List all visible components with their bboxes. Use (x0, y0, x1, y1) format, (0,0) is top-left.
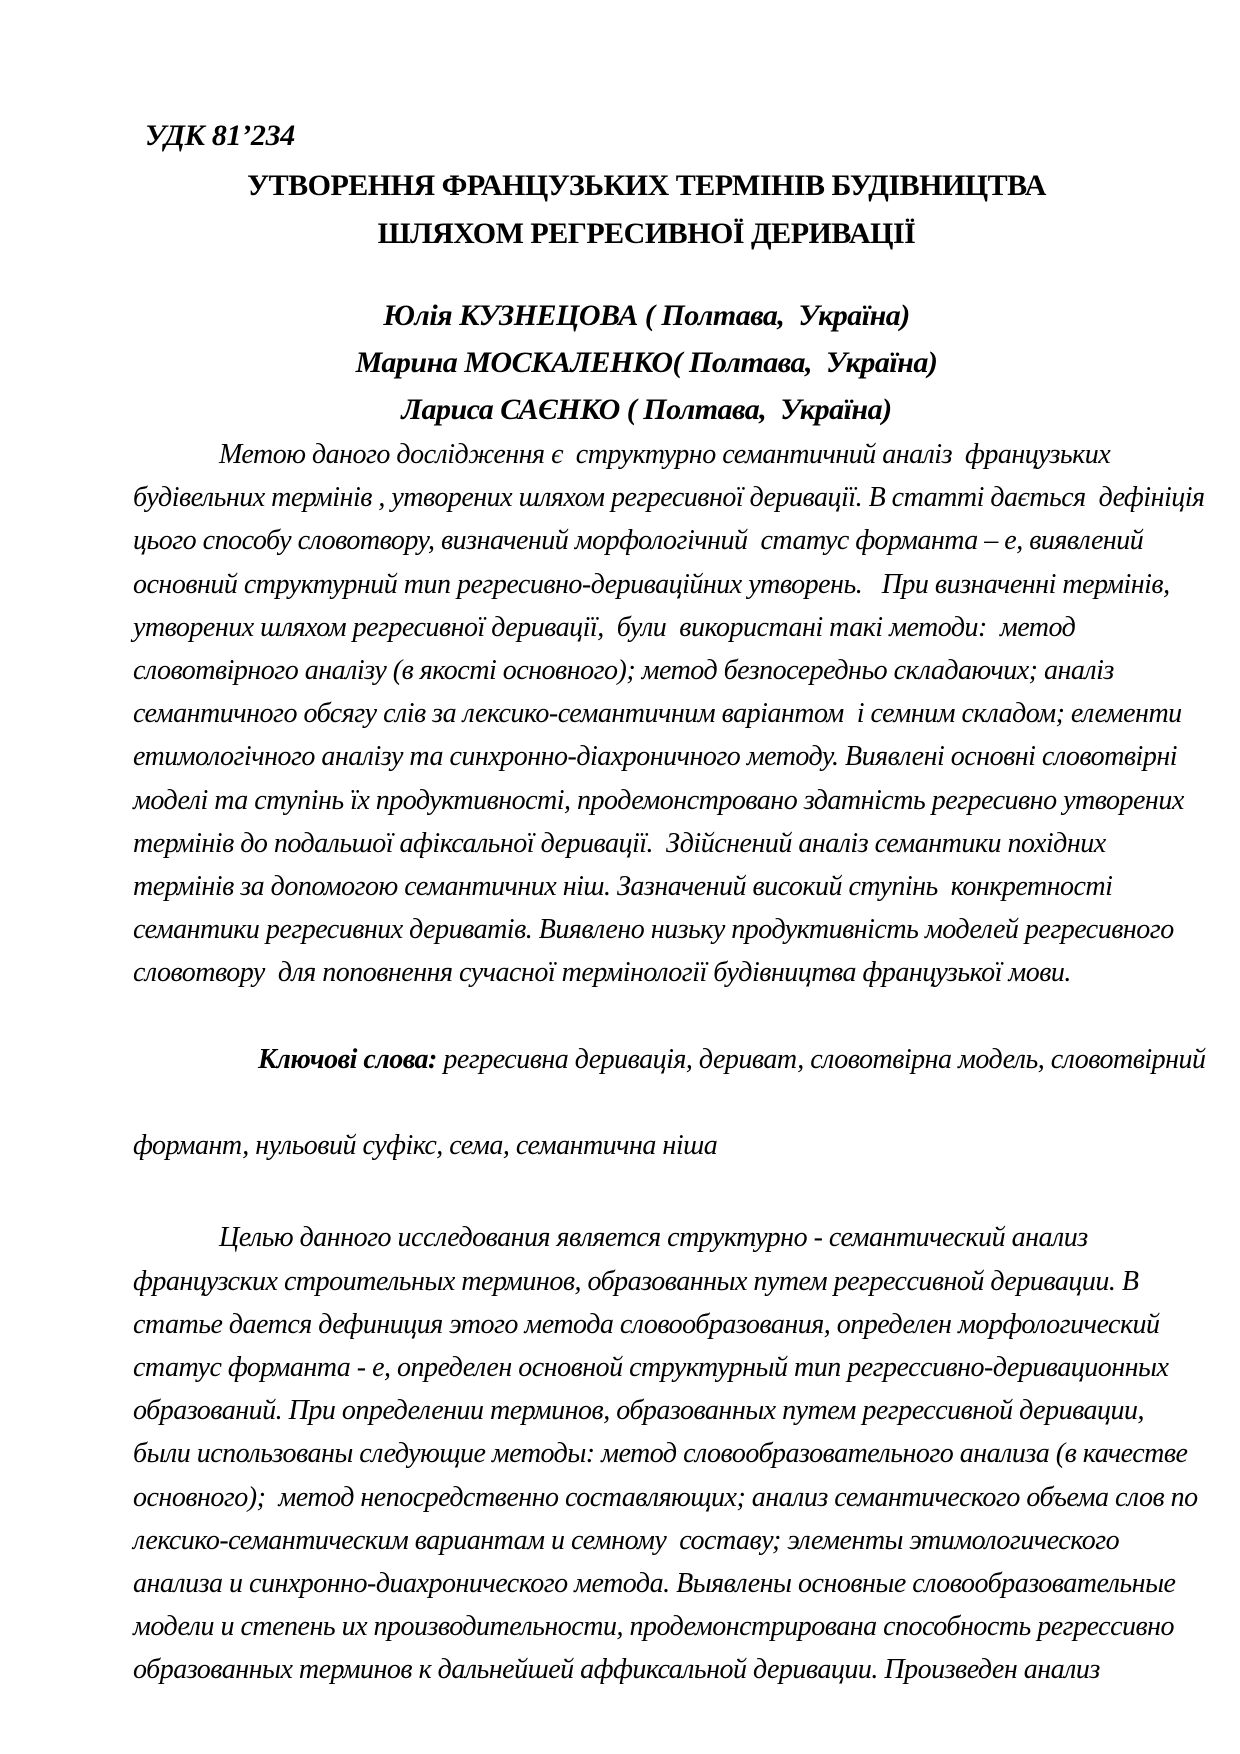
keywords-paragraph (133, 995, 1206, 1168)
author-line-1: Юлія КУЗНЕЦОВА ( Полтава, Україна) (383, 299, 910, 332)
abstract-russian-line-11: образованных терминов к дальнейшей аффиксальной деривации. Произведен анализ (133, 1654, 1100, 1686)
keywords-label: Ключові слова: (258, 1043, 437, 1075)
author-line-2: Марина МОСКАЛЕНКО( Полтава, Україна) (355, 346, 938, 379)
authors-block (133, 292, 1160, 433)
paper-title-line-1: УТВОРЕННЯ ФРАНЦУЗЬКИХ ТЕРМІНІВ БУДІВНИЦТВА (247, 169, 1046, 202)
abstract-russian-line-8: лексико-семантическим вариантам и семному составу; элементы этимологического (133, 1524, 1120, 1556)
abstract-ukrainian-line-8: етимологічного аналізу та синхронно-діахроничного методу. Виявлені основні словотвірні (133, 741, 1178, 773)
abstract-russian-line-3: статье дается дефиниция этого метода словообразования, определен морфологический (133, 1308, 1160, 1340)
abstract-russian (133, 1216, 1198, 1691)
keywords-line-2: формант, нульовий суфікс, сема, семантична ніша (133, 1130, 718, 1162)
abstract-ukrainian-line-12: семантики регресивних дериватів. Виявлено низьку продуктивність моделей регресивного (133, 914, 1174, 946)
abstract-ukrainian-line-10: термінів до подальшої афіксальної деривації. Здійснений аналіз семантики похідних (133, 827, 1106, 859)
abstract-ukrainian (133, 433, 1205, 995)
abstract-ukrainian-line-11: термінів за допомогою семантичних ніш. Зазначений високий ступінь конкретності (133, 871, 1113, 903)
keywords-line-1 (133, 995, 1206, 1125)
paper-title (133, 162, 1160, 258)
abstract-ukrainian-line-7: семантичного обсягу слів за лексико-семантичним варіантом і семним складом; елементи (133, 698, 1182, 730)
abstract-russian-line-4: статус форманта - е, определен основной структурный тип регрессивно-деривационных (133, 1352, 1169, 1384)
keywords-line-1-text: регресивна деривація, дериват, словотвірна модель, словотвірний (436, 1043, 1206, 1075)
abstract-ukrainian-line-4: основний структурний тип регресивно-дериваційних утворень. При визначенні термінів, (133, 568, 1170, 600)
paper-title-line-2: ШЛЯХОМ РЕГРЕСИВНОЇ ДЕРИВАЦІЇ (377, 217, 916, 250)
abstract-ukrainian-line-9: моделі та ступінь їх продуктивності, продемонстровано здатність регресивно утворених (133, 784, 1184, 816)
abstract-russian-line-5: образований. При определении терминов, образованных путем регрессивной деривации, (133, 1395, 1145, 1427)
udc-code: УДК 81’234 (145, 119, 296, 152)
abstract-russian-line-1: Целью данного исследования является структурно - семантический анализ (219, 1222, 1088, 1254)
abstract-ukrainian-line-2: будівельних термінів , утворених шляхом регресивної деривації. В статті дається дефініція (133, 482, 1205, 514)
abstract-ukrainian-line-6: словотвірного аналізу (в якості основного); метод безпосередньо складаючих; аналіз (133, 655, 1114, 687)
abstract-russian-line-10: модели и степень их производительности, продемонстрирована способность регрессивно (133, 1611, 1175, 1643)
abstract-russian-line-2: французских строительных терминов, образованных путем регрессивной деривации. В (133, 1265, 1139, 1297)
abstract-ukrainian-line-3: цього способу словотвору, визначений морфологічний статус форманта – е, виявлений (133, 525, 1144, 557)
abstract-ukrainian-line-13: словотвору для поповнення сучасної термінології будівництва французької мови. (133, 957, 1071, 989)
abstract-ukrainian-line-1: Метою даного дослідження є структурно семантичний аналіз французьких (219, 439, 1111, 470)
abstract-ukrainian-line-5: утворених шляхом регресивної деривації, були використані такі методи: метод (133, 611, 1076, 643)
abstract-russian-line-7: основного); метод непосредственно составляющих; анализ семантического объема слов по (133, 1481, 1198, 1513)
author-line-3: Лариса САЄНКО ( Полтава, Україна) (401, 393, 892, 426)
abstract-russian-line-6: были использованы следующие методы: метод словообразовательного анализа (в качестве (133, 1438, 1188, 1470)
abstract-russian-line-9: анализа и синхронно-диахронического метода. Выявлены основные словообразовательные (133, 1568, 1176, 1600)
